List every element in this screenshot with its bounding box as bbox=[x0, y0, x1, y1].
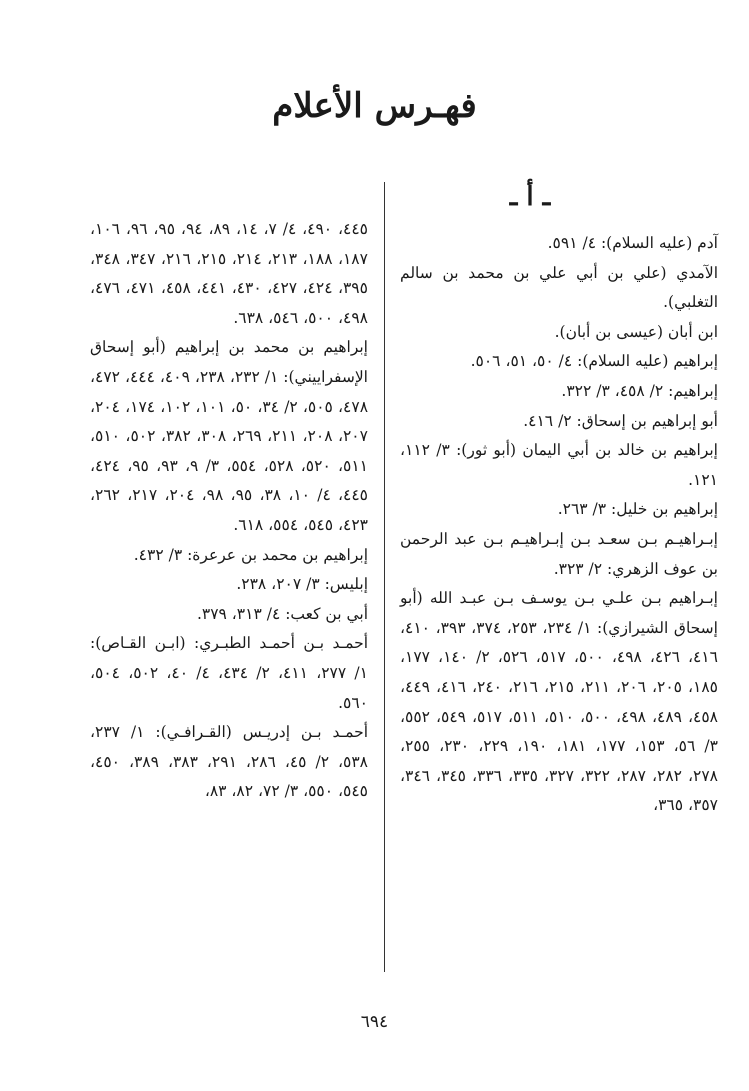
index-entry: إبراهيم بن محمد بن إبراهيم (أبو إسحاق الإسفراييني): ١/ ٢٣٢، ٢٣٨، ٤٠٩، ٤٤٤، ٤٧٢، ٤٧٨، ٥٠٥، ٢/ ٣٤، ٥٠، ١٠١، ١٠٢، ١٧٤، ٢٠٤، ٢٠٧، ٢٠٨، ٢١١، ٢٦٩، ٣٠٨، ٣٨٢، ٥٠٢، ٥١٠، ٥١١، ٥٢٠، ٥٢٨، ٥٥٤، ٣/ ٩، ٩٣، ٩٥، ٤٢٤، ٤٤٥، ٤/ ١٠، ٣٨، ٩٥، ٩٨، ٢٠٤، ٢١٧، ٢٦٢، ٤٢٣، ٥٤٥، ٥٥٤، ٦١٨. bbox=[90, 338, 369, 534]
index-entry: إبراهيم بن محمد بن عرعرة: ٣/ ٤٣٢. bbox=[133, 545, 368, 564]
index-entry-continuation: ٤٤٥، ٤٩٠، ٤/ ٧، ١٤، ٨٩، ٩٤، ٩٥، ٩٦، ١٠٦، ١٨٧، ١٨٨، ٢١٣، ٢١٤، ٢١٥، ٢١٦، ٣٤٧، ٣٤٨، ٣٩٥، ٤٢٤، ٤٢٧، ٤٣٠، ٤٤١، ٤٥٨، ٤٧١، ٤٧٦، ٤٩٨، ٥٠٠، ٥٤٦، ٦٣٨. bbox=[90, 220, 368, 327]
index-entry: ابن أبان (عيسى بن أبان). bbox=[554, 322, 718, 341]
index-entry: إبراهيم بن خالد بن أبي اليمان (أبو ثور): ٣/ ١١٢، ١٢١. bbox=[400, 441, 718, 489]
page-title: فهـرس الأعلام bbox=[272, 86, 477, 126]
index-entry: إبراهيم: ٢/ ٤٥٨، ٣/ ٣٢٢. bbox=[561, 381, 718, 400]
index-entry: إبـراهيم بـن علـي بـن يوسـف بـن عبـد الله (أبو إسحاق الشيرازي): ١/ ٢٣٤، ٢٥٣، ٣٧٤، ٣٩٣، ٤١٠، ٤١٦، ٤٢٦، ٤٩٨، ٥٠٠، ٥١٧، ٥٢٦، ٢/ ١٤٠، ١٧٧، ١٨٥، ٢٠٥، ٢٠٦، ٢١١، ٢١٥، ٢١٦، ٢٤٠، ٤١٦، ٤٤٩، ٤٥٨، ٤٨٩، ٤٩٨، ٥٠٠، ٥١٠، ٥١١، ٥١٧، ٥٤٩، ٥٥٢، ٣/ ٥٦، ١٥٣، ١٧٧، ١٨١، ١٩٠، ٢٢٩، ٢٣٠، ٢٥٥، ٢٧٨، ٢٨٢، ٢٨٧، ٣٢٢، ٣٢٧، ٣٣٥، ٣٣٦، ٣٤٥، ٣٤٦، ٣٥٧، ٣٦٥، bbox=[400, 589, 718, 815]
column-divider bbox=[384, 182, 385, 972]
index-column-right bbox=[400, 229, 718, 821]
index-entry: أبو إبراهيم بن إسحاق: ٢/ ٤١٦. bbox=[523, 411, 718, 430]
index-entry: إبراهيم (عليه السلام): ٤/ ٥٠، ٥١، ٥٠٦. bbox=[470, 352, 718, 371]
section-letter-heading: ـ أ ـ bbox=[509, 182, 551, 212]
index-entry: إبـراهيـم بـن سعـد بـن إبـراهيـم بـن عبد الرحمن بن عوف الزهري: ٢/ ٣٢٣. bbox=[400, 529, 718, 578]
index-entry: أحمـد بـن إدريـس (القـرافـي): ١/ ٢٣٧، ٥٣٨، ٢/ ٤٥، ٢٨٦، ٢٩١، ٣٨٣، ٣٨٩، ٤٥٠، ٥٤٥، ٥٥٠، ٣/ ٧٢، ٨٢، ٨٣، bbox=[90, 723, 369, 801]
index-entry: إبليس: ٣/ ٢٠٧، ٢٣٨. bbox=[236, 575, 368, 594]
page-number: ٦٩٤ bbox=[360, 1012, 389, 1032]
index-entry: الآمدي (علي بن أبي علي بن محمد بن سالم التغلبي). bbox=[400, 263, 718, 312]
index-entry: آدم (عليه السلام): ٤/ ٥٩١. bbox=[547, 234, 718, 252]
index-entry: أحمـد بـن أحمـد الطبـري: (ابـن القـاص): ١/ ٢٧٧، ٤١١، ٢/ ٤٣٤، ٤/ ٤٠، ٥٠٢، ٥٠٤، ٥٦٠. bbox=[90, 634, 368, 712]
index-entry: أبي بن كعب: ٤/ ٣١٣، ٣٧٩. bbox=[196, 604, 368, 623]
index-column-left bbox=[90, 215, 368, 807]
index-entry: إبراهيم بن خليل: ٣/ ٢٦٣. bbox=[557, 500, 718, 519]
